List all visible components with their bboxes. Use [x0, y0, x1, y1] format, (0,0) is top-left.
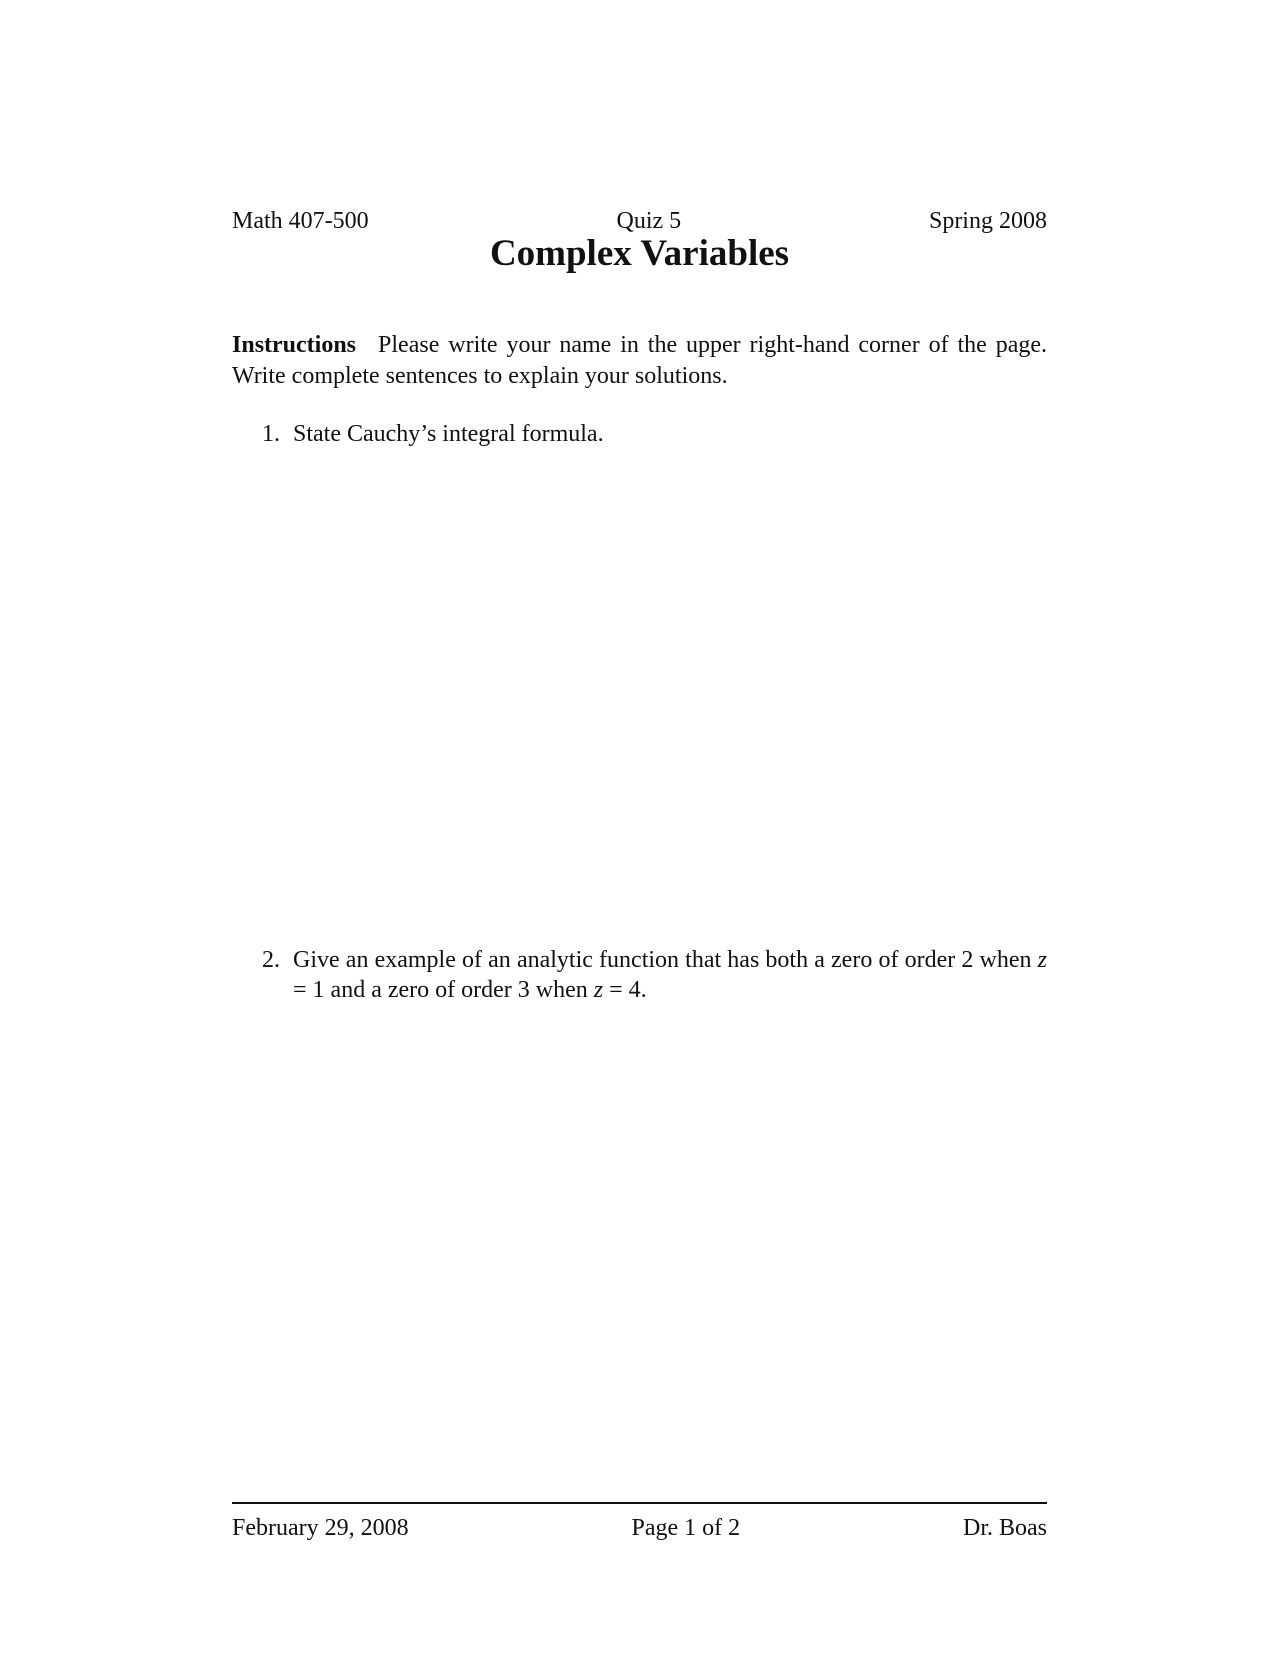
question-text-part: = 4. — [603, 977, 647, 1003]
question-text: State Cauchy’s integral formula. — [293, 421, 604, 447]
instructions-text: Please write your name in the upper right-hand corner of the page. Write complete sentences to explain your solutions. — [232, 332, 1047, 389]
page-title: Complex Variables — [489, 233, 790, 274]
question-text-part: Give an example of an analytic function that has both a zero of order 2 when — [293, 947, 1038, 973]
question-2 — [262, 945, 1047, 1005]
footer-page: Page 1 of 2 — [631, 1515, 741, 1541]
footer-rule — [232, 1502, 1047, 1504]
quiz-label: Quiz 5 — [616, 208, 682, 234]
math-variable: z — [593, 977, 604, 1003]
question-text — [293, 945, 1047, 1005]
term-label: Spring 2008 — [928, 208, 1047, 234]
question-1 — [262, 419, 1047, 449]
course-label: Math 407-500 — [232, 208, 369, 234]
question-number: 2. — [262, 947, 280, 973]
math-variable: z — [1037, 947, 1047, 973]
instructions-label: Instructions — [232, 332, 357, 358]
question-number: 1. — [262, 421, 280, 447]
footer-date: February 29, 2008 — [232, 1515, 409, 1541]
question-text-part: = 1 and a zero of order 3 when — [293, 977, 594, 1003]
footer-author: Dr. Boas — [962, 1515, 1047, 1541]
page-footer — [232, 1513, 1047, 1543]
instructions — [232, 330, 1047, 392]
